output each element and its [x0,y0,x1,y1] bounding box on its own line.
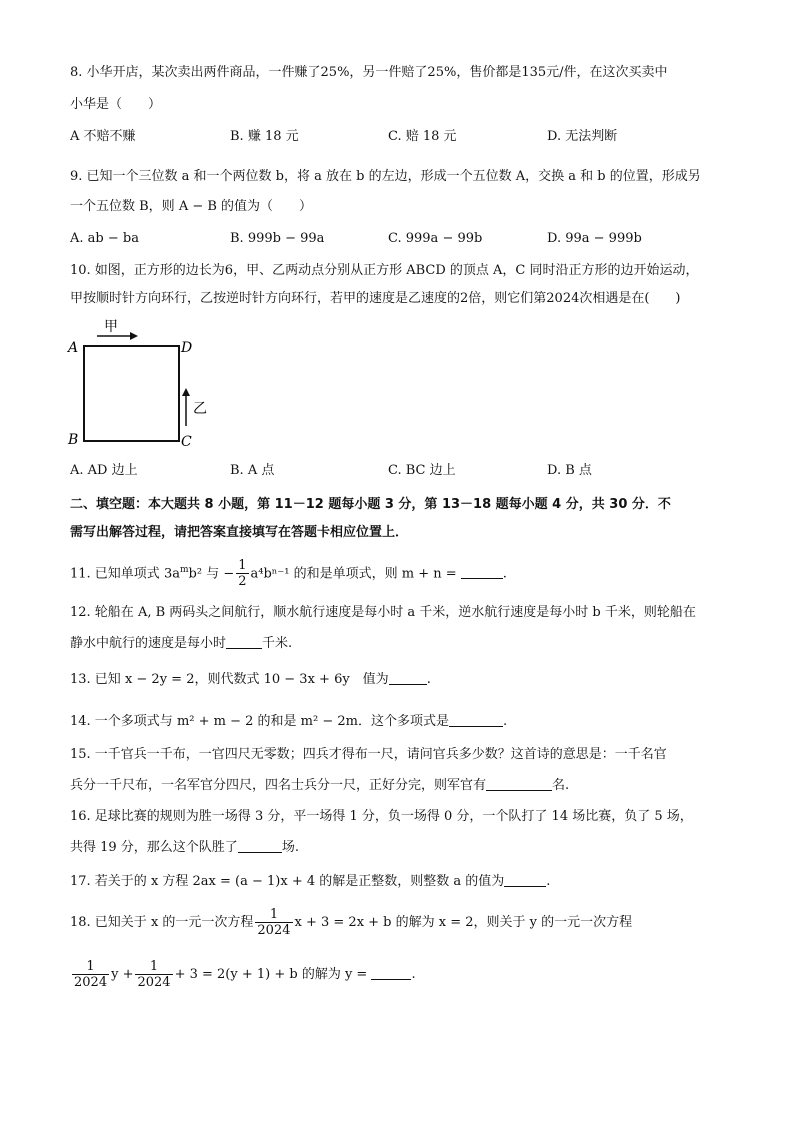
q16-line2-pre: 共得 19 分，那么这个队胜了 [70,840,238,855]
q13-answer-blank[interactable] [389,670,427,685]
q18-frac1-den: 2024 [257,923,291,938]
q18-line2-post: . [411,967,416,982]
q12-line2 [70,634,292,653]
q16-line2-post: 场. [281,840,299,855]
square-diagram [60,316,220,451]
q9-line2: 一个五位数 B，则 A − B 的值为（ ） [70,199,313,214]
q10-option-c: C. BC 边上 [388,463,456,478]
q11-fraction [236,558,248,589]
q18-line2-mid1: y + [111,967,134,982]
q14-post: . [502,714,508,729]
vertex-c-label: C [181,434,192,450]
q17-post: . [546,874,551,889]
q18-line1 [70,906,632,940]
q8-line2: 小华是（ ） [70,97,162,112]
q13-post: . [426,672,431,687]
q18-frac2-den: 2024 [74,975,108,990]
q8-option-d: D. 无法判断 [547,129,618,144]
q18-frac3-num: 1 [135,959,172,975]
jia-label: 甲 [104,319,118,335]
q15-line2-pre: 兵分一千尺布，一名军官分四尺，四名士兵分一尺，正好分完，则军官有 [70,778,487,793]
q10-option-d: D. B 点 [547,463,592,478]
q11-frac-den: 2 [238,574,247,590]
section2-heading-line1: 二、填空题：本大题共 8 小题，第 11－12 题每小题 3 分，第 13－18 题每小题 4 分，共 30 分．不 [70,497,671,512]
q18-answer-blank[interactable] [371,965,411,980]
q18-frac1-num: 1 [255,907,292,923]
q17-answer-blank[interactable] [504,872,546,887]
q11-answer-blank[interactable] [461,564,503,579]
q11-post: a⁴bⁿ⁻¹ 的和是单项式，则 m + n = [250,566,457,582]
q14-pre: 14. 一个多项式与 m² + m − 2 的和是 m² − 2m．这个多项式是 [70,714,449,729]
q15-line1: 15. 一千官兵一千布，一官四尺无零数；四兵才得布一尺，请问官兵多少数？这首诗的意思是：一千名官 [70,747,667,762]
q14-line [70,712,507,731]
q11-line [70,558,507,589]
section2-heading-line2: 需写出解答过程，请把答案直接填写在答题卡相应位置上． [70,525,409,540]
q12-line2-post: 千米. [262,636,293,651]
q18-line2 [70,958,416,992]
jia-arrow-head [130,332,138,340]
q11-sup-m: m [179,565,189,575]
q8-line1: 8. 小华开店，某次卖出两件商品，一件赚了25%，另一件赔了25%，售价都是135元/件，在这次买卖中 [70,65,668,80]
vertex-d-label: D [181,340,193,356]
vertex-b-label: B [68,432,79,448]
q9-option-a: A. ab − ba [70,231,139,246]
q18-fraction-2 [72,959,109,990]
q13-line [70,670,431,689]
q9-option-c: C. 999a − 99b [388,231,483,246]
square-abcd [84,346,179,441]
q18-fraction-3 [135,959,172,990]
q11-mid: b² 与 − [188,566,235,582]
q11-pre: 11. 已知单项式 3a [70,566,180,582]
q16-line1: 16. 足球比赛的规则为胜一场得 3 分，平一场得 1 分，负一场得 0 分，一个队打了 14 场比赛，负了 5 场， [70,809,693,824]
q10-option-b: B. A 点 [230,463,275,478]
q9-option-d: D. 99a − 999b [547,231,642,246]
square-figure [60,316,220,451]
vertex-a-label: A [68,340,79,356]
q11-end: . [502,566,507,582]
q9-option-b: B. 999b − 99a [230,231,325,246]
q9-line1: 9. 已知一个三位数 a 和一个两位数 b，将 a 放在 b 的左边，形成一个五位数 A，交换 a 和 b 的位置，形成另 [70,169,701,184]
q15-line2 [70,776,569,795]
q13-pre: 13. 已知 x − 2y = 2，则代数式 10 − 3x + 6y 值为 [70,672,389,687]
q12-line1: 12. 轮船在 A, B 两码头之间航行，顺水航行速度是每小时 a 千米，逆水航行速度是每小时 b 千米，则轮船在 [70,605,696,620]
yi-arrow-head [182,388,190,396]
q8-option-b: B. 赚 18 元 [230,129,299,144]
q8-option-a: A 不赔不赚 [70,129,136,144]
q17-pre: 17. 若关于的 x 方程 2ax = (a − 1)x + 4 的解是正整数，则整数 a 的值为 [70,874,505,889]
q12-line2-pre: 静水中航行的速度是每小时 [70,636,227,651]
q16-line2 [70,838,299,857]
q18-frac2-num: 1 [72,959,109,975]
yi-label: 乙 [193,401,207,417]
q14-answer-blank[interactable] [449,712,503,727]
q18-line2-mid2: + 3 = 2(y + 1) + b 的解为 y = [174,967,368,982]
q16-answer-blank[interactable] [238,838,282,853]
q10-line2: 甲按顺时针方向环行，乙按逆时针方向环行，若甲的速度是乙速度的2倍，则它们第2024次相遇是在( ) [70,291,681,306]
q10-line1: 10. 如图，正方形的边长为6，甲、乙两动点分别从正方形 ABCD 的顶点 A，C 同时沿正方形的边开始运动， [70,263,699,278]
q10-option-a: A. AD 边上 [70,463,138,478]
q11-frac-num: 1 [238,558,247,574]
q17-line [70,872,550,891]
q15-answer-blank[interactable] [486,776,552,791]
q8-option-c: C. 赔 18 元 [388,129,457,144]
q18-frac3-den: 2024 [137,975,171,990]
q15-line2-post: 名. [552,778,570,793]
q18-line1-pre: 18. 已知关于 x 的一元一次方程 [70,915,254,930]
q12-answer-blank[interactable] [226,634,262,649]
q18-fraction-1 [255,907,292,938]
q18-line1-mid: x + 3 = 2x + b 的解为 x = 2，则关于 y 的一元一次方程 [294,915,633,930]
